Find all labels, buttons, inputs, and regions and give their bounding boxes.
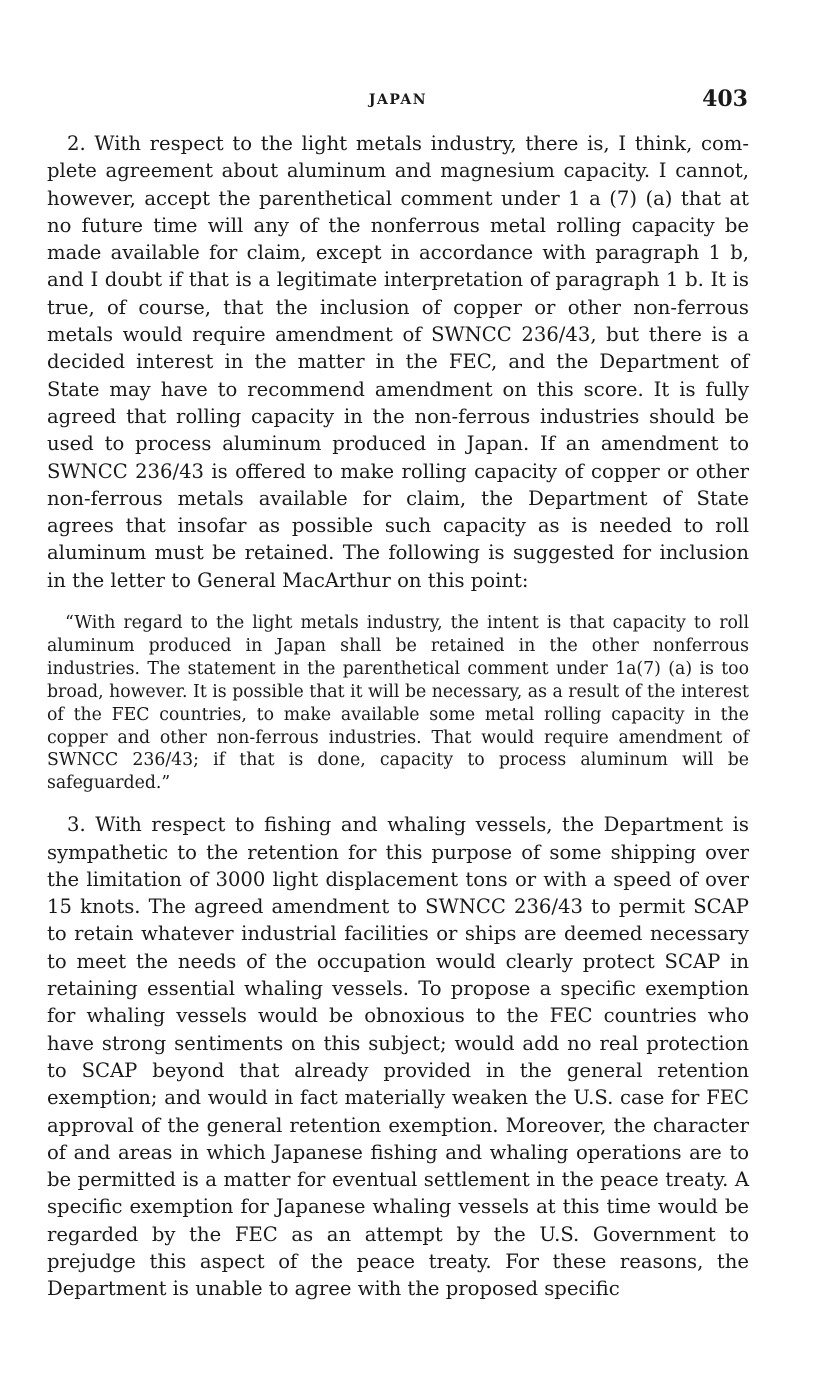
running-head [48,86,748,116]
block-quotation: “With regard to the light metals industry, the intent is that capacity to roll aluminum produced in Japan shall be retained in the other nonferrous industries. The statement in the parenthetical comment under 1a(7) (a) is too broad, however. It is possible that it will be necessary, as a result of the interest of the FEC countries, to make available some metal rolling capacity in the copper and other non-ferrous industries. That would require amendment of SWNCC 236/43; if that is done, capacity to process aluminum will be safeguarded.” [47,613,749,794]
running-title: JAPAN [368,92,428,108]
page-number: 403 [702,86,748,112]
paragraph-3: 3. With respect to fishing and whaling vessels, the Department is sympathetic to the retention for this purpose of some shipping over the limitation of 3000 light displacement tons or with a speed of over 15 knots. The agreed amendment to SWNCC 236/43 to permit SCAP to retain whatever industrial facilities or ships are deemed necessary to meet the needs of the occupation would clearly protect SCAP in retaining essential whaling vessels. To propose a specific exemption for whaling vessels would be obnoxious to the FEC countries who have strong sentiments on this subject; would add no real protection to SCAP beyond that already provided in the general retention exemption; and would in fact materially weaken the U.S. case for FEC approval of the general retention exemption. Moreover, the character of and areas in which Japanese fishing and whaling operations are to be permitted is a matter for eventual settlement in the peace treaty. A specific exemption for Japanese whaling vessels at this time would be regarded by the FEC as an attempt by the U.S. Government to prejudge this aspect of the peace treaty. For these reasons, the Department is unable to agree with the proposed specific [47,813,749,1301]
body-text [47,130,749,1303]
paragraph-2: 2. With respect to the light metals industry, there is, I think, complete agreement about aluminum and magnesium capacity. I cannot, however, accept the parenthetical comment under 1 a (7) (a) that at no future time will any of the nonferrous metal rolling capacity be made available for claim, except in accordance with paragraph 1 b, and I doubt if that is a legitimate interpretation of paragraph 1 b. It is true, of course, that the inclusion of copper or other non-ferrous metals would require amendment of SWNCC 236/43, but there is a decided interest in the matter in the FEC, and the Department of State may have to recommend amendment on this score. It is fully agreed that rolling capacity in the non-ferrous industries should be used to process aluminum produced in Japan. If an amendment to SWNCC 236/43 is offered to make rolling capacity of copper or other non-ferrous metals available for claim, the Department of State agrees that insofar as possible such capacity as is needed to roll aluminum must be retained. The following is suggested for inclusion in the letter to General MacArthur on this point: [47,132,749,592]
